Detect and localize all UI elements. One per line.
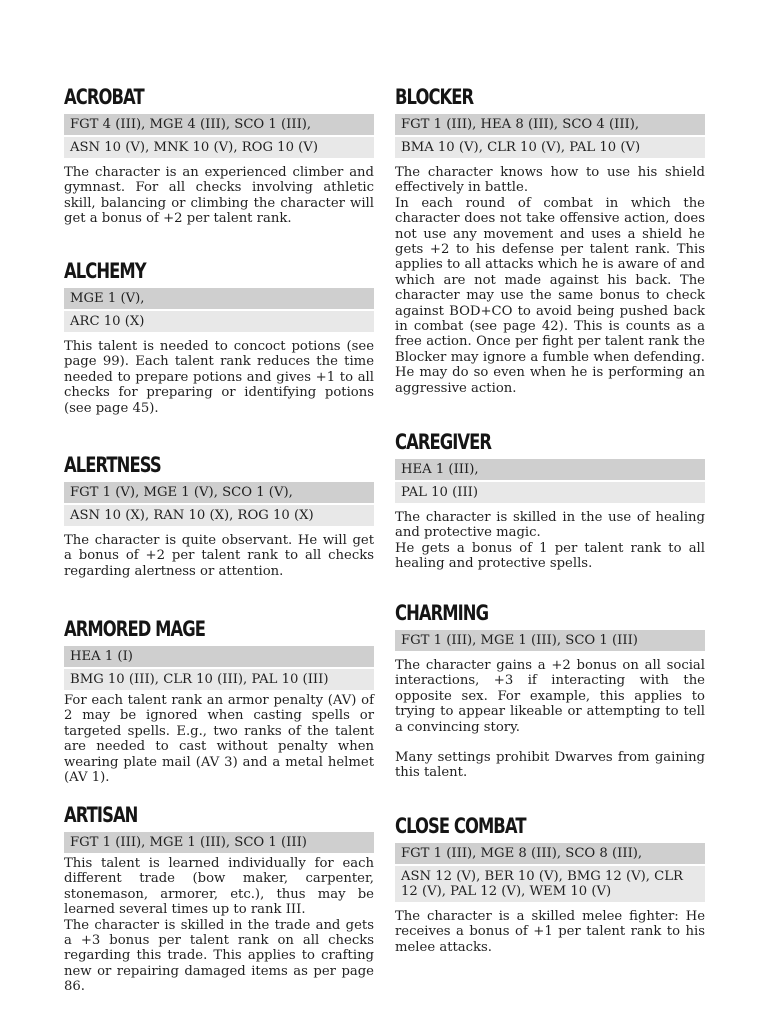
talent-title: ALERTNESS	[64, 453, 161, 477]
description-paragraph: The character knows how to use his shield effectively in battle.	[395, 165, 705, 196]
talent-title: ALCHEMY	[64, 259, 146, 283]
talent-description	[395, 658, 705, 781]
talent-title: BLOCKER	[395, 85, 474, 109]
talent-description	[64, 856, 374, 995]
description-paragraph: The character is skilled in the trade and gets a +3 bonus per talent rank on all checks regarding this trade. This applies to crafting new or repairing damaged items as per page 86.	[64, 917, 374, 995]
description-paragraph: The character gains a +2 bonus on all social interactions, +3 if interacting with the opposite sex. For example, this applies to trying to appear likeable or attempting to tell a convincing story.	[395, 658, 705, 735]
talent-description	[395, 510, 705, 572]
talent-description	[395, 165, 705, 396]
requirement-row: FGT 1 (III), MGE 8 (III), SCO 8 (III),	[395, 843, 705, 864]
description-paragraph: For each talent rank an armor penalty (AV) of 2 may be ignored when casting spells or targeted spells. E.g., two ranks of the talent are needed to cast without penalty when wearing plate mail (AV 3) and a metal helmet (AV 1).	[64, 693, 374, 786]
requirement-row: FGT 1 (V), MGE 1 (V), SCO 1 (V),	[64, 482, 374, 503]
talent-armored-mage	[64, 616, 374, 785]
requirement-row: FGT 1 (III), HEA 8 (III), SCO 4 (III),	[395, 114, 705, 135]
requirement-row: FGT 4 (III), MGE 4 (III), SCO 1 (III),	[64, 114, 374, 135]
description-paragraph: The character is quite observant. He will get a bonus of +2 per talent rank to all checks regarding alertness or attention.	[64, 533, 374, 579]
talent-title: CHARMING	[395, 601, 489, 625]
talent-description	[395, 909, 705, 955]
talent-title: CAREGIVER	[395, 430, 492, 454]
description-paragraph: The character is an experienced climber and gymnast. For all checks involving athletic skill, balancing or climbing the character will get a bonus of +2 per talent rank.	[64, 165, 374, 227]
description-paragraph: Many settings prohibit Dwarves from gaining this talent.	[395, 750, 705, 781]
talent-alchemy	[64, 258, 374, 416]
requirement-row: ASN 12 (V), BER 10 (V), BMG 12 (V), CLR 12 (V), PAL 12 (V), WEM 10 (V)	[395, 866, 705, 902]
requirement-row: HEA 1 (III),	[395, 459, 705, 480]
talent-title: ARMORED MAGE	[64, 617, 205, 641]
talent-charming	[395, 600, 705, 781]
requirement-row: BMG 10 (III), CLR 10 (III), PAL 10 (III)	[64, 669, 374, 690]
requirement-row: FGT 1 (III), MGE 1 (III), SCO 1 (III)	[395, 630, 705, 651]
talent-title: ARTISAN	[64, 803, 138, 827]
talent-caregiver	[395, 429, 705, 572]
description-paragraph: This talent is learned individually for each different trade (bow maker, carpenter, stonemason, armorer, etc.), thus may be learned several times up to rank III.	[64, 856, 374, 918]
requirement-row: ASN 10 (X), RAN 10 (X), ROG 10 (X)	[64, 505, 374, 526]
talent-description	[64, 339, 374, 416]
requirement-row: MGE 1 (V),	[64, 288, 374, 309]
talent-acrobat	[64, 84, 374, 227]
description-paragraph: The character is a skilled melee fighter: He receives a bonus of +1 per talent rank to his melee attacks.	[395, 909, 705, 955]
talent-description	[64, 165, 374, 227]
requirement-row: PAL 10 (III)	[395, 482, 705, 503]
description-paragraph: This talent is needed to concoct potions (see page 99). Each talent rank reduces the time needed to prepare potions and gives +1 to all checks for preparing or identifying potions (see page 45).	[64, 339, 374, 416]
description-paragraph: He gets a bonus of 1 per talent rank to all healing and protective spells.	[395, 540, 705, 572]
requirement-row: FGT 1 (III), MGE 1 (III), SCO 1 (III)	[64, 832, 374, 853]
requirement-row: ASN 10 (V), MNK 10 (V), ROG 10 (V)	[64, 137, 374, 158]
description-paragraph: In each round of combat in which the character does not take offensive action, does not use any movement and uses a shield he gets +2 to his defense per talent rank. This applies to all attacks which he is aware of and which are not made against his back. The character may use the same bonus to check against BOD+CO to avoid being pushed back in combat (see page 42). This is counts as a free action. Once per fight per talent rank the Blocker may ignore a fumble when defending. He may do so even when he is performing an aggressive action.	[395, 195, 705, 396]
talent-close-combat	[395, 813, 705, 955]
requirement-row: HEA 1 (I)	[64, 646, 374, 667]
talent-alertness	[64, 452, 374, 579]
talent-description	[64, 533, 374, 579]
talent-artisan	[64, 802, 374, 995]
talent-blocker	[395, 84, 705, 396]
talent-description	[64, 693, 374, 785]
description-paragraph: The character is skilled in the use of healing and protective magic.	[395, 510, 705, 541]
talent-title: CLOSE COMBAT	[395, 814, 526, 838]
requirement-row: ARC 10 (X)	[64, 311, 374, 332]
talent-title: ACROBAT	[64, 85, 144, 109]
requirement-row: BMA 10 (V), CLR 10 (V), PAL 10 (V)	[395, 137, 705, 158]
